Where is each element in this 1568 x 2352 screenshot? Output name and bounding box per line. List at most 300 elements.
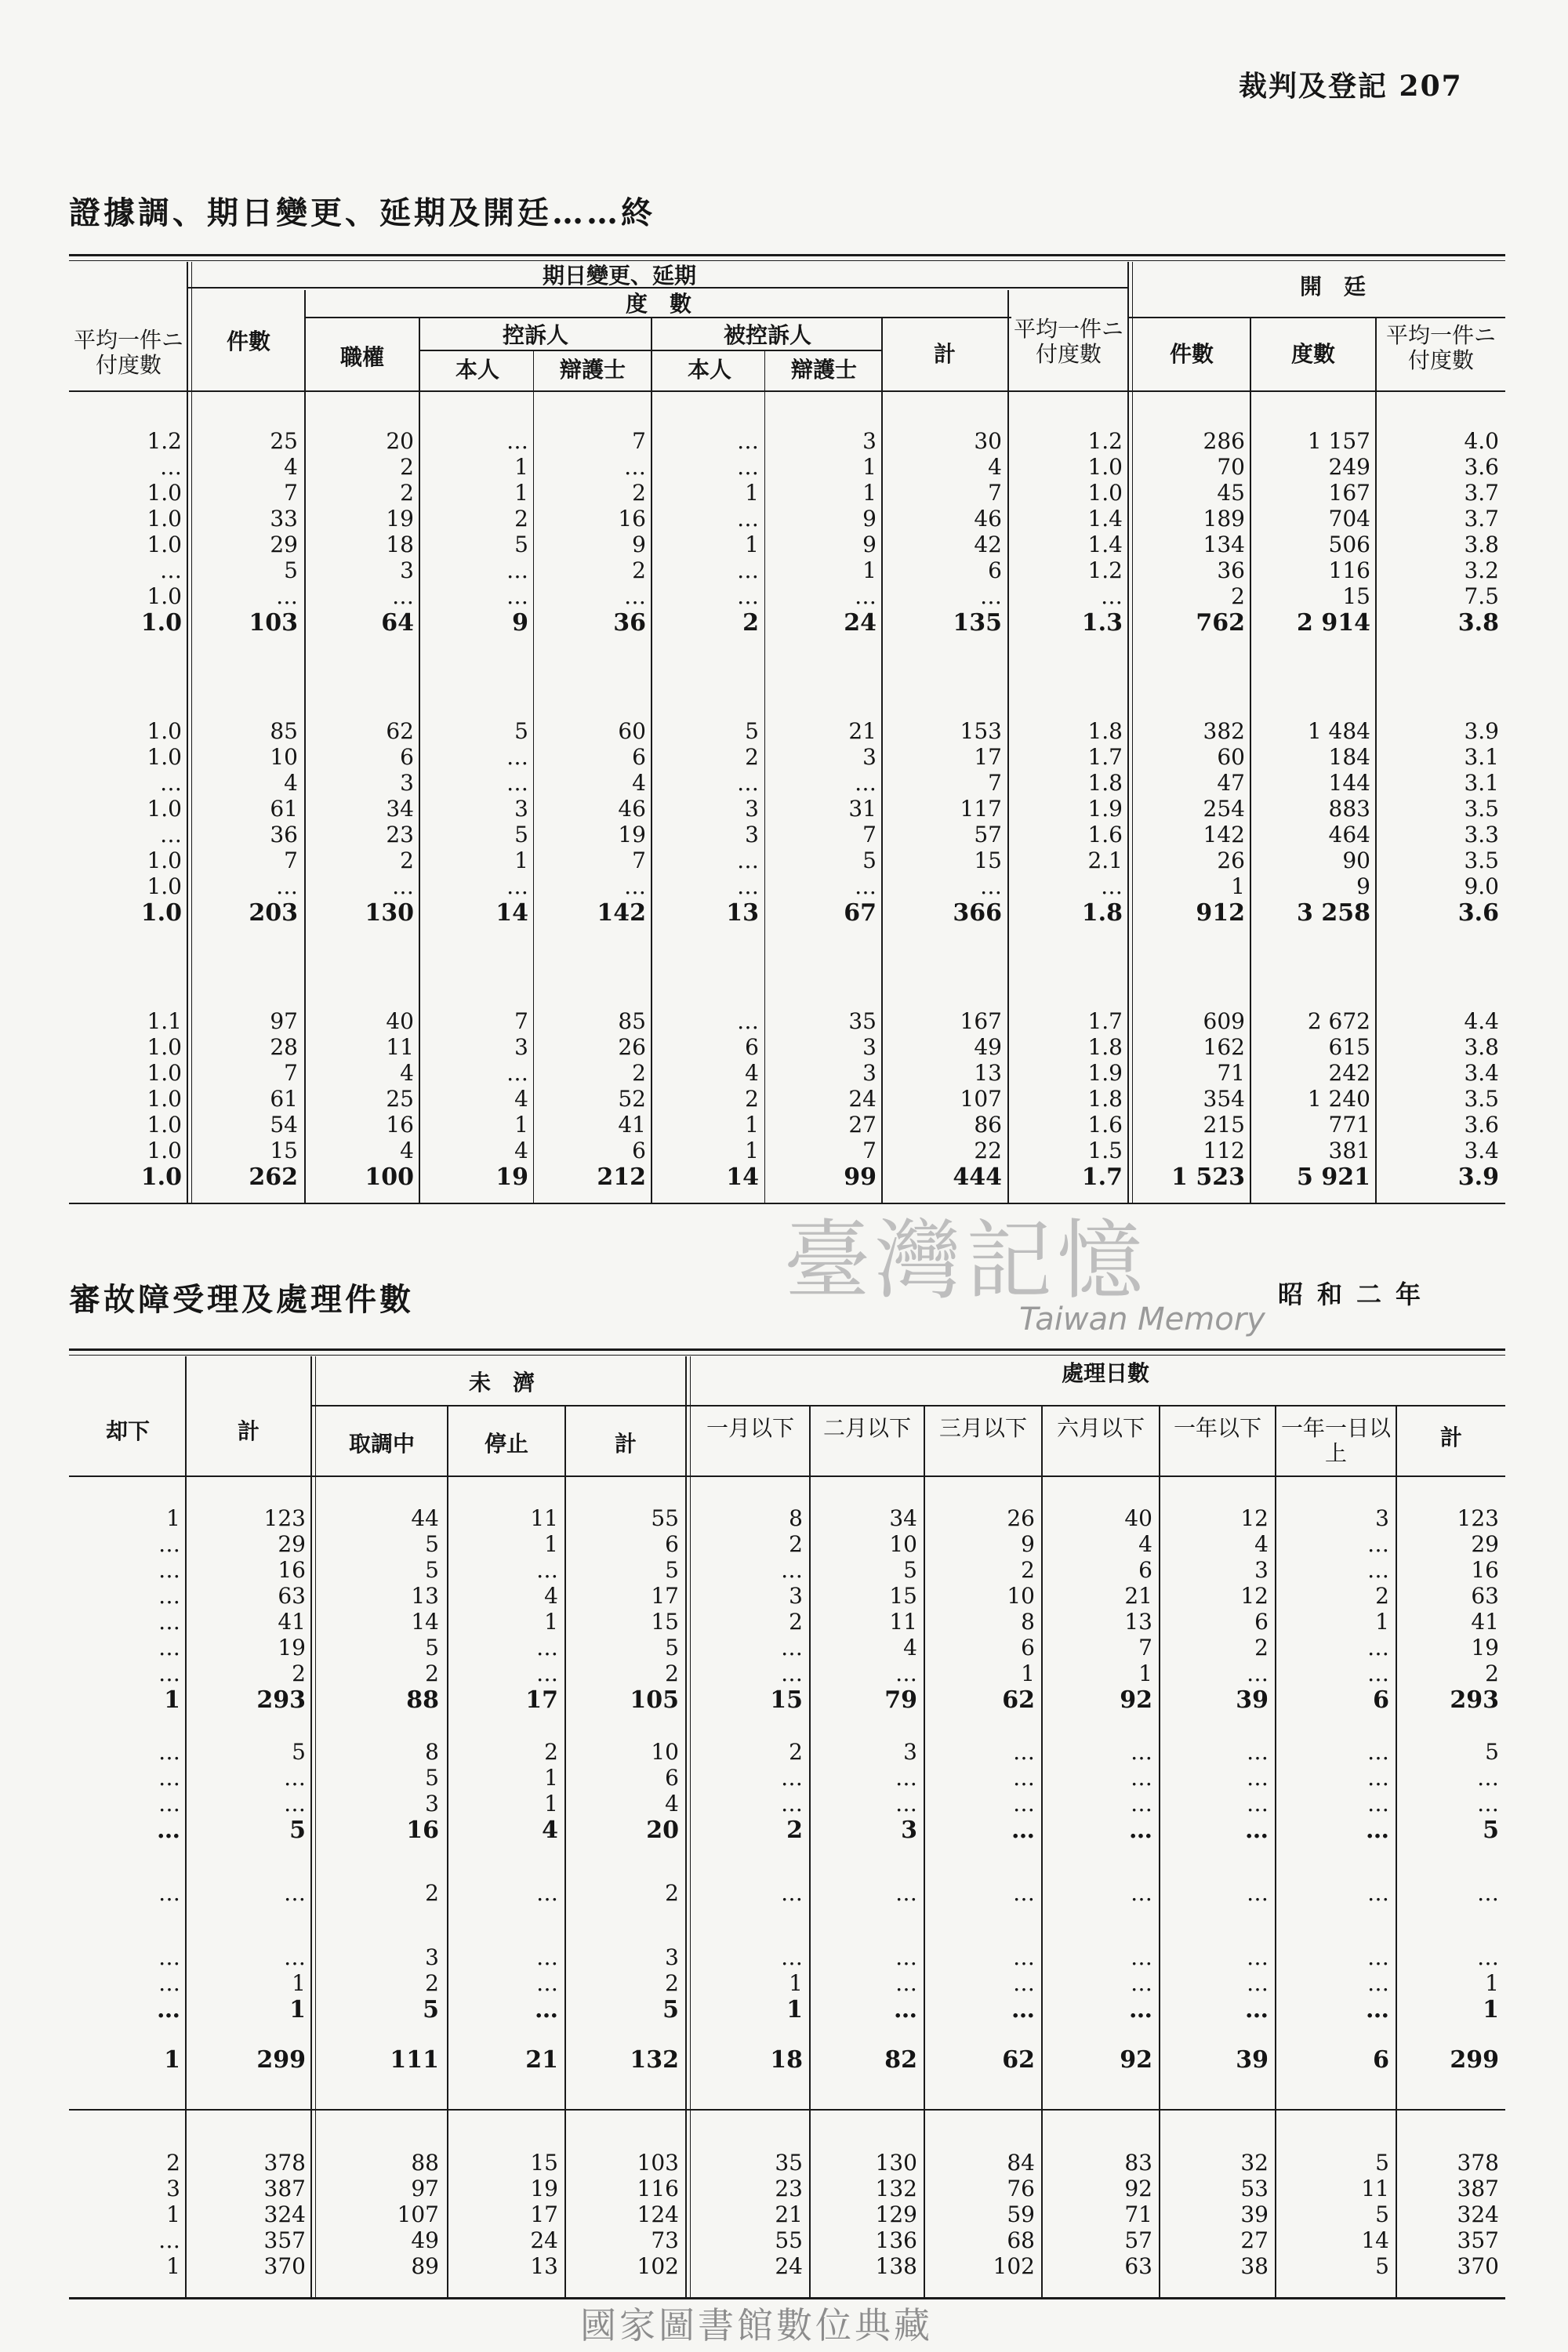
- table-total-cell: 299: [256, 2046, 306, 2074]
- table-total-cell: …: [535, 1996, 558, 2024]
- table-cell: 55: [775, 2227, 803, 2253]
- table-cell: 38: [1240, 2253, 1269, 2279]
- table-cell: …: [506, 770, 528, 796]
- table-cell: …: [895, 1970, 917, 1996]
- table-cell: …: [1367, 1880, 1389, 1906]
- table-cell: 54: [270, 1112, 298, 1138]
- table-cell: 609: [1203, 1008, 1245, 1034]
- table-cell: 61: [270, 1086, 298, 1112]
- table-cell: 17: [974, 744, 1002, 770]
- table-cell: 24: [775, 2253, 803, 2279]
- table-cell: 68: [1007, 2227, 1035, 2253]
- table-cell: …: [737, 770, 759, 796]
- table-cell: 31: [848, 796, 877, 822]
- table-total-cell: 132: [630, 2046, 679, 2074]
- table-cell: 5: [425, 1531, 439, 1557]
- table-cell: …: [895, 1765, 917, 1791]
- s1-hd-lawyer-a: 辯護士: [559, 357, 626, 383]
- table-cell: 1.9: [1087, 1060, 1123, 1086]
- table-cell: 5: [665, 1557, 679, 1583]
- table-cell: 167: [1328, 480, 1370, 506]
- table-cell: 3: [514, 1034, 528, 1060]
- table-cell: 27: [848, 1112, 877, 1138]
- table-total-cell: 20: [646, 1817, 679, 1844]
- table-cell: 3: [789, 1583, 803, 1609]
- table-cell: …: [1013, 1944, 1035, 1970]
- table-cell: …: [1013, 1765, 1035, 1791]
- table-total-cell: 762: [1196, 609, 1245, 637]
- table-cell: 29: [1471, 1531, 1499, 1557]
- s1-hd-total: 計: [933, 341, 956, 367]
- table-cell: 41: [278, 1609, 306, 1635]
- table-cell: 6: [665, 1531, 679, 1557]
- table-cell: 1.0: [1087, 454, 1123, 480]
- table-cell: …: [737, 583, 759, 609]
- table-cell: 26: [1007, 1505, 1035, 1531]
- table-cell: …: [536, 1880, 558, 1906]
- s2-hd-1y: 一年以下: [1173, 1415, 1261, 1441]
- table-cell: 85: [270, 718, 298, 744]
- table-total-cell: 1 523: [1171, 1163, 1245, 1191]
- table-cell: 7: [514, 1008, 528, 1034]
- table-cell: 5: [425, 1635, 439, 1661]
- table-cell: 7: [862, 1138, 877, 1163]
- table-cell: 3: [400, 557, 414, 583]
- s2-hd-pending: 未 濟: [468, 1370, 535, 1396]
- s2-hd-6m: 六月以下: [1056, 1415, 1145, 1441]
- table-cell: 2.1: [1087, 848, 1123, 873]
- table-cell: 1.0: [147, 583, 182, 609]
- table-cell: …: [506, 557, 528, 583]
- table-cell: 2: [632, 557, 646, 583]
- table-cell: …: [624, 873, 646, 899]
- table-cell: …: [536, 1944, 558, 1970]
- table-cell: 3: [514, 796, 528, 822]
- table-total-cell: 17: [525, 1686, 558, 1714]
- table-cell: 2: [789, 1531, 803, 1557]
- table-cell: 10: [1007, 1583, 1035, 1609]
- table-cell: 1: [166, 2253, 180, 2279]
- table-cell: 1.8: [1087, 770, 1123, 796]
- table-cell: 83: [1124, 2150, 1152, 2176]
- table-cell: …: [506, 1060, 528, 1086]
- table-cell: 162: [1203, 1034, 1245, 1060]
- table-cell: 215: [1203, 1112, 1245, 1138]
- table-total-cell: 16: [406, 1817, 439, 1844]
- table-cell: 19: [386, 506, 414, 532]
- table-total-cell: 24: [844, 609, 877, 637]
- table-cell: …: [1247, 1944, 1269, 1970]
- s1-hd-kaitei: 開 廷: [1299, 274, 1366, 299]
- s1-rule-times: [306, 317, 1011, 318]
- s1-top-rule-thin: [69, 260, 1505, 261]
- table-cell: 3.7: [1464, 506, 1499, 532]
- table-cell: 24: [848, 1086, 877, 1112]
- table-cell: …: [158, 1765, 180, 1791]
- table-cell: 1: [1021, 1661, 1035, 1686]
- table-cell: 4: [514, 1086, 528, 1112]
- table-cell: 167: [960, 1008, 1002, 1034]
- table-cell: 9: [1021, 1531, 1035, 1557]
- table-total-cell: 5 921: [1297, 1163, 1370, 1191]
- table-cell: 17: [651, 1583, 679, 1609]
- table-cell: 8: [789, 1505, 803, 1531]
- table-total-cell: 262: [249, 1163, 298, 1191]
- table-cell: 26: [618, 1034, 646, 1060]
- table-cell: 40: [1124, 1505, 1152, 1531]
- table-cell: 16: [386, 1112, 414, 1138]
- table-cell: 45: [1217, 480, 1245, 506]
- table-cell: 4.0: [1464, 428, 1499, 454]
- table-cell: 19: [278, 1635, 306, 1661]
- table-cell: …: [781, 1661, 803, 1686]
- s2-top-rule-thin: [69, 1355, 1505, 1356]
- table-cell: 71: [1124, 2201, 1152, 2227]
- table-cell: 1: [292, 1970, 306, 1996]
- table-total-cell: …: [1129, 1996, 1152, 2024]
- table-cell: …: [158, 1739, 180, 1765]
- table-cell: 3: [166, 2176, 180, 2201]
- table-cell: 5: [292, 1739, 306, 1765]
- table-cell: 381: [1328, 1138, 1370, 1163]
- table-cell: 57: [974, 822, 1002, 848]
- table-cell: 1 484: [1307, 718, 1370, 744]
- s1-hd-lawyer-b: 辯護士: [790, 357, 857, 383]
- table-cell: 3.1: [1464, 770, 1499, 796]
- s2-header-bottom: [69, 1475, 1505, 1477]
- table-cell: 704: [1328, 506, 1370, 532]
- table-cell: 7: [862, 822, 877, 848]
- table-cell: 21: [1124, 1583, 1152, 1609]
- table-cell: 3.9: [1464, 718, 1499, 744]
- table-cell: …: [781, 1880, 803, 1906]
- table-total-cell: 19: [495, 1163, 528, 1191]
- table-total-cell: 105: [630, 1686, 679, 1714]
- s2-mid-rule: [69, 2109, 1505, 2111]
- table-cell: 5: [1485, 1739, 1499, 1765]
- table-cell: 103: [637, 2150, 679, 2176]
- table-cell: 15: [1342, 583, 1370, 609]
- table-cell: 5: [284, 557, 298, 583]
- table-cell: …: [160, 822, 182, 848]
- table-total-cell: 5: [423, 1996, 439, 2024]
- table-cell: 357: [263, 2227, 306, 2253]
- table-cell: 1: [745, 1138, 759, 1163]
- table-cell: 33: [270, 506, 298, 532]
- table-cell: 1: [745, 532, 759, 557]
- table-cell: 84: [1007, 2150, 1035, 2176]
- table-cell: 7: [284, 480, 298, 506]
- table-cell: 1.6: [1087, 1112, 1123, 1138]
- table-cell: 7: [632, 848, 646, 873]
- table-cell: 15: [530, 2150, 558, 2176]
- s1-hd-times: 度 數: [625, 291, 691, 317]
- table-cell: 55: [651, 1505, 679, 1531]
- table-total-cell: 2: [742, 609, 759, 637]
- table-cell: 3: [1254, 1557, 1269, 1583]
- s1-hd-k-cases: 件數: [1169, 341, 1214, 367]
- table-cell: 123: [263, 1505, 306, 1531]
- section2-title: 審故障受理及處理件數: [69, 1281, 414, 1318]
- table-cell: …: [1367, 1739, 1389, 1765]
- table-cell: 1.1: [147, 1008, 182, 1034]
- table-cell: 189: [1203, 506, 1245, 532]
- table-total-cell: …: [1245, 1817, 1269, 1844]
- table-cell: …: [158, 2227, 180, 2253]
- section1-title: 證據調、期日變更、延期及開廷……終: [69, 194, 655, 231]
- table-cell: 16: [618, 506, 646, 532]
- table-cell: 1: [1375, 1609, 1389, 1635]
- table-cell: 15: [651, 1609, 679, 1635]
- table-total-cell: 1: [164, 2046, 180, 2074]
- table-cell: 11: [889, 1609, 917, 1635]
- table-cell: 1.2: [1087, 557, 1123, 583]
- table-cell: …: [781, 1635, 803, 1661]
- table-cell: 6: [665, 1765, 679, 1791]
- table-cell: …: [737, 428, 759, 454]
- table-cell: 142: [1203, 822, 1245, 848]
- table-cell: 4: [1254, 1531, 1269, 1557]
- table-cell: …: [1477, 1765, 1499, 1791]
- table-total-cell: 1.7: [1081, 1163, 1123, 1191]
- table-cell: 19: [1471, 1635, 1499, 1661]
- table-total-cell: 18: [770, 2046, 803, 2074]
- table-cell: 1: [862, 480, 877, 506]
- table-cell: 85: [618, 1008, 646, 1034]
- table-cell: 63: [1471, 1583, 1499, 1609]
- table-cell: 2: [1485, 1661, 1499, 1686]
- table-cell: …: [1013, 1739, 1035, 1765]
- table-cell: 1: [745, 480, 759, 506]
- table-total-cell: 9: [512, 609, 528, 637]
- table-cell: 1.0: [147, 1138, 182, 1163]
- table-cell: 2: [166, 2150, 180, 2176]
- table-cell: 13: [974, 1060, 1002, 1086]
- table-cell: 3: [862, 428, 877, 454]
- table-cell: 13: [530, 2253, 558, 2279]
- table-cell: …: [1477, 1944, 1499, 1970]
- table-cell: 129: [875, 2201, 917, 2227]
- table-cell: 153: [960, 718, 1002, 744]
- table-cell: 1.0: [147, 1060, 182, 1086]
- table-cell: 29: [270, 532, 298, 557]
- table-cell: 6: [1138, 1557, 1152, 1583]
- table-cell: 615: [1328, 1034, 1370, 1060]
- table-cell: 73: [651, 2227, 679, 2253]
- table-cell: 3: [400, 770, 414, 796]
- table-cell: 2: [514, 506, 528, 532]
- table-cell: 23: [775, 2176, 803, 2201]
- table-cell: …: [284, 1791, 306, 1817]
- table-total-cell: …: [157, 1817, 180, 1844]
- table-cell: 21: [848, 718, 877, 744]
- table-cell: 1: [1485, 1970, 1499, 1996]
- table-cell: 9: [862, 506, 877, 532]
- table-cell: 15: [270, 1138, 298, 1163]
- table-cell: 1.0: [147, 480, 182, 506]
- table-cell: 1: [514, 454, 528, 480]
- table-cell: 370: [263, 2253, 306, 2279]
- table-total-cell: 444: [953, 1163, 1002, 1191]
- table-cell: 27: [1240, 2227, 1269, 2253]
- table-total-cell: 1: [164, 1686, 180, 1714]
- table-total-cell: …: [894, 1996, 917, 2024]
- table-total-cell: …: [1366, 1996, 1389, 2024]
- table-cell: 12: [1240, 1505, 1269, 1531]
- table-cell: 123: [1457, 1505, 1499, 1531]
- table-cell: 2: [544, 1739, 558, 1765]
- table-cell: 3.3: [1464, 822, 1499, 848]
- table-cell: 1.0: [147, 532, 182, 557]
- table-total-cell: 39: [1236, 2046, 1269, 2074]
- table-cell: …: [506, 428, 528, 454]
- table-cell: 5: [514, 532, 528, 557]
- table-cell: 9: [862, 532, 877, 557]
- table-cell: 5: [514, 718, 528, 744]
- table-cell: 2: [632, 480, 646, 506]
- table-cell: …: [160, 454, 182, 480]
- table-cell: 1: [544, 1791, 558, 1817]
- table-cell: 46: [618, 796, 646, 822]
- table-cell: 2: [425, 1970, 439, 1996]
- table-cell: 7: [284, 848, 298, 873]
- table-cell: 254: [1203, 796, 1245, 822]
- table-cell: 1: [862, 454, 877, 480]
- table-cell: 57: [1124, 2227, 1152, 2253]
- table-cell: 242: [1328, 1060, 1370, 1086]
- table-cell: 4: [284, 770, 298, 796]
- table-cell: 13: [1124, 1609, 1152, 1635]
- table-cell: 324: [263, 2201, 306, 2227]
- table-cell: 63: [1124, 2253, 1152, 2279]
- table-cell: …: [158, 1583, 180, 1609]
- table-cell: …: [895, 1791, 917, 1817]
- table-cell: …: [1247, 1661, 1269, 1686]
- s2-hd-2m: 二月以下: [822, 1415, 911, 1441]
- table-cell: 9: [632, 532, 646, 557]
- table-cell: …: [1131, 1739, 1152, 1765]
- table-cell: 771: [1328, 1112, 1370, 1138]
- table-total-cell: 88: [406, 1686, 439, 1714]
- table-cell: 53: [1240, 2176, 1269, 2201]
- table-cell: 3: [1375, 1505, 1389, 1531]
- table-cell: 44: [411, 1505, 439, 1531]
- table-cell: 354: [1203, 1086, 1245, 1112]
- table-cell: 6: [632, 744, 646, 770]
- s1-rule-parties: [419, 350, 881, 351]
- table-cell: 3: [745, 822, 759, 848]
- table-cell: 2: [665, 1970, 679, 1996]
- table-cell: …: [1013, 1791, 1035, 1817]
- page-header: 裁判及登記 207: [1239, 70, 1463, 103]
- table-cell: 5: [1375, 2253, 1389, 2279]
- table-total-cell: 5: [1483, 1817, 1499, 1844]
- table-total-cell: …: [1011, 1817, 1035, 1844]
- table-cell: 41: [1471, 1609, 1499, 1635]
- table-cell: …: [737, 873, 759, 899]
- table-cell: 6: [988, 557, 1002, 583]
- table-cell: …: [895, 1880, 917, 1906]
- table-cell: …: [1131, 1765, 1152, 1791]
- table-total-cell: 1.3: [1081, 609, 1123, 637]
- table-cell: 7: [632, 428, 646, 454]
- table-cell: 249: [1328, 454, 1370, 480]
- table-cell: 2: [665, 1661, 679, 1686]
- table-cell: …: [737, 848, 759, 873]
- table-cell: 5: [665, 1635, 679, 1661]
- table-cell: 1.0: [147, 848, 182, 873]
- s2-hd-total-left: 計: [237, 1418, 260, 1444]
- table-cell: …: [160, 557, 182, 583]
- table-cell: …: [1247, 1791, 1269, 1817]
- table-cell: 387: [1457, 2176, 1499, 2201]
- table-cell: …: [284, 1880, 306, 1906]
- table-cell: …: [284, 1765, 306, 1791]
- table-total-cell: 5: [662, 1996, 679, 2024]
- table-total-cell: 1: [1483, 1996, 1499, 2024]
- table-cell: 883: [1328, 796, 1370, 822]
- table-cell: 3.6: [1464, 1112, 1499, 1138]
- table-cell: 116: [637, 2176, 679, 2201]
- table-cell: …: [158, 1661, 180, 1686]
- table-cell: 6: [632, 1138, 646, 1163]
- table-cell: 4: [400, 1138, 414, 1163]
- table-cell: 3: [903, 1739, 917, 1765]
- table-cell: 35: [848, 1008, 877, 1034]
- table-cell: 5: [425, 1765, 439, 1791]
- table-cell: …: [160, 770, 182, 796]
- table-cell: 357: [1457, 2227, 1499, 2253]
- table-cell: 62: [386, 718, 414, 744]
- table-cell: 60: [618, 718, 646, 744]
- table-cell: 3: [862, 1034, 877, 1060]
- table-cell: 6: [1254, 1609, 1269, 1635]
- table-total-cell: 103: [249, 609, 298, 637]
- table-cell: 24: [530, 2227, 558, 2253]
- table-cell: 10: [270, 744, 298, 770]
- table-cell: 3.7: [1464, 480, 1499, 506]
- table-total-cell: 99: [844, 1163, 877, 1191]
- table-cell: 2: [632, 1060, 646, 1086]
- table-cell: 1.0: [147, 506, 182, 532]
- table-cell: 97: [270, 1008, 298, 1034]
- table-cell: …: [980, 583, 1002, 609]
- table-total-cell: 6: [1373, 2046, 1389, 2074]
- table-cell: …: [1367, 1970, 1389, 1996]
- table-cell: 14: [411, 1609, 439, 1635]
- table-cell: 23: [386, 822, 414, 848]
- table-cell: 3.6: [1464, 454, 1499, 480]
- table-cell: …: [1013, 1970, 1035, 1996]
- table-cell: 4: [903, 1635, 917, 1661]
- table-cell: …: [1367, 1765, 1389, 1791]
- table-cell: 107: [397, 2201, 439, 2227]
- table-cell: 102: [993, 2253, 1035, 2279]
- table-cell: 1.0: [147, 718, 182, 744]
- table-cell: 116: [1328, 557, 1370, 583]
- table-cell: …: [158, 1531, 180, 1557]
- s1-hd-avg-left: 平均一件ニ付度數: [73, 327, 183, 378]
- table-cell: 1 240: [1307, 1086, 1370, 1112]
- s1-hd-self-b: 本人: [687, 357, 731, 383]
- s1-hd-avg: 平均一件ニ付度數: [1013, 316, 1123, 367]
- table-cell: 71: [1217, 1060, 1245, 1086]
- table-cell: 26: [1217, 848, 1245, 873]
- table-cell: …: [506, 873, 528, 899]
- table-cell: …: [781, 1944, 803, 1970]
- table-cell: 1.7: [1087, 744, 1123, 770]
- table-cell: …: [737, 557, 759, 583]
